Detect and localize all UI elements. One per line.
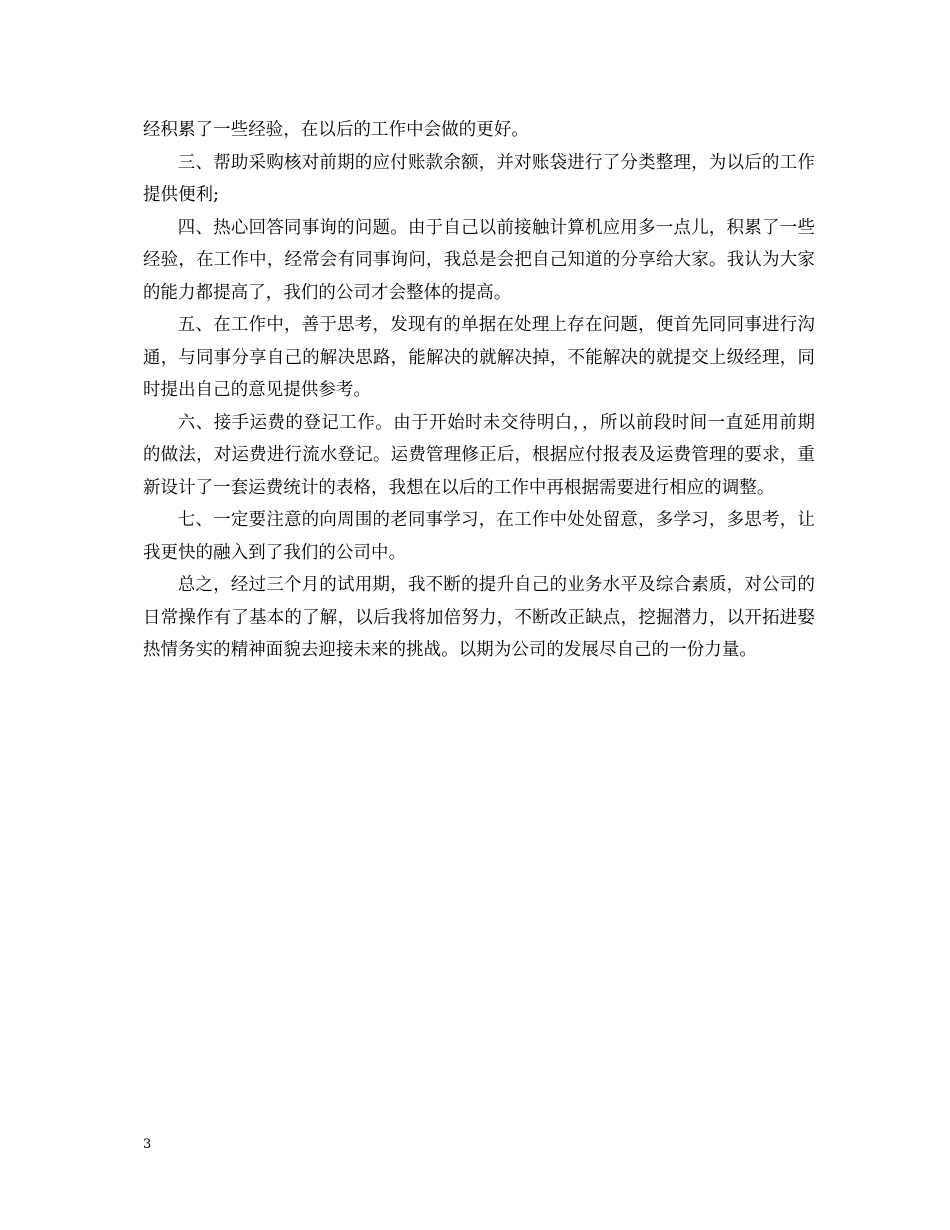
paragraph-summary: 总之，经过三个月的试用期，我不断的提升自己的业务水平及综合素质，对公司的日常操作有了基本的了解，以后我将加倍努力，不断改正缺点，挖掘潜力，以开拓进娶热情务实的精神面貌去迎接未来的挑战。以期为公司的发展尽自己的一份力量。 [143,575,815,660]
page-number: 3 [143,1137,152,1152]
document-body [143,114,815,667]
paragraph-item-five: 五、在工作中，善于思考，发现有的单据在处理上存在问题，便首先同同事进行沟通，与同事分享自己的解决思路，能解决的就解决掉，不能解决的就提交上级经理，同时提出自己的意见提供参考。 [143,315,815,400]
paragraph-item-three: 三、帮助采购核对前期的应付账款余额，并对账袋进行了分类整理，为以后的工作提供便利; [143,152,815,205]
paragraph-item-six: 六、接手运费的登记工作。由于开始时未交待明白，，所以前段时间一直延用前期的做法，对运费进行流水登记。运费管理修正后，根据应付报表及运费管理的要求，重新设计了一套运费统计的表格，我想在以后的工作中再根据需要进行相应的调整。 [143,412,815,498]
paragraph-continuation: 经积累了一些经验，在以后的工作中会做的更好。 [143,120,529,140]
paragraph-item-four: 四、热心回答同事询的问题。由于自己以前接触计算机应用多一点儿，积累了一些经验，在工作中，经常会有同事询问，我总是会把自己知道的分享给大家。我认为大家的能力都提高了，我们的公司才会整体的提高。 [143,217,815,303]
paragraph-item-seven: 七、一定要注意的向周围的老同事学习，在工作中处处留意，多学习，多思考，让我更快的融入到了我们的公司中。 [143,510,815,563]
